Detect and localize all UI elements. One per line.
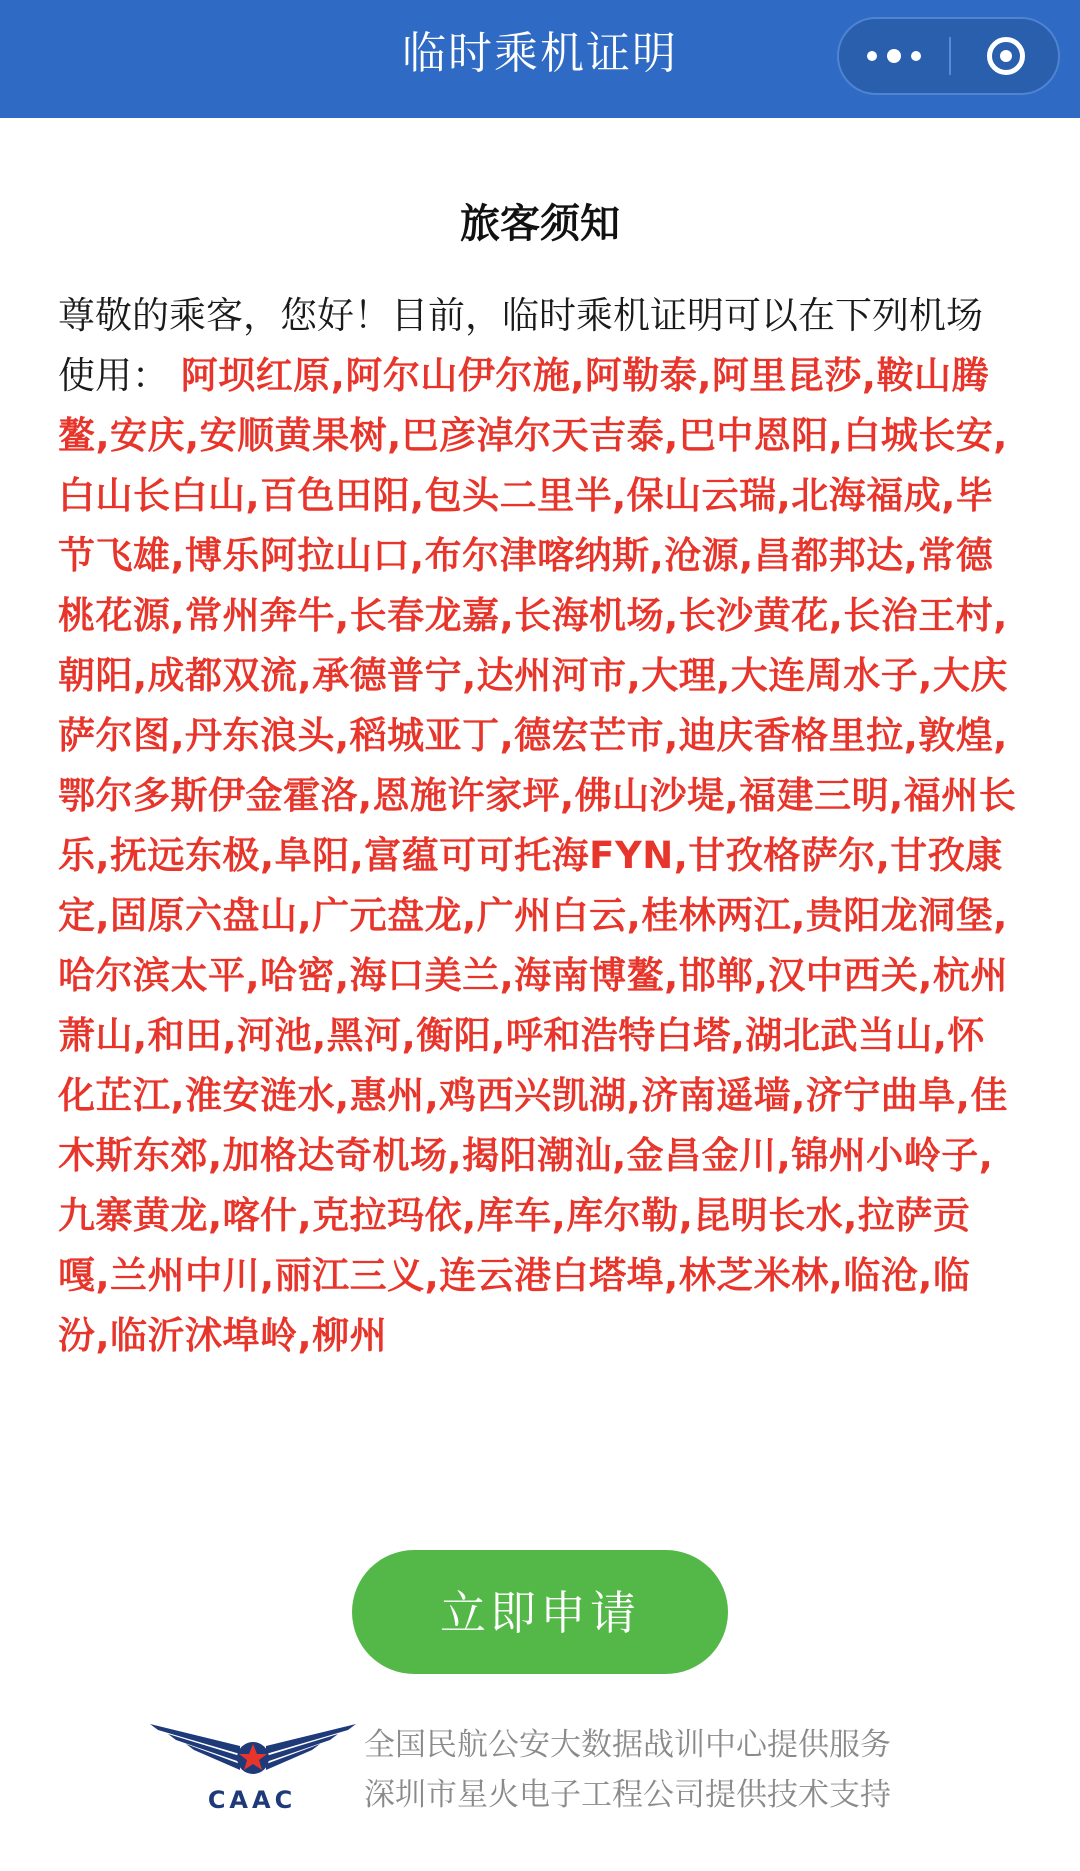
airport-list: 阿坝红原,阿尔山伊尔施,阿勒泰,阿里昆莎,鞍山腾鳌,安庆,安顺黄果树,巴彦淖尔天吉泰,巴中恩阳,白城长安,白山长白山,百色田阳,包头二里半,保山云瑞,北海福成,毕节飞雄,博乐阿拉山口,布尔津喀纳斯,沧源,昌都邦达,常德桃花源,常州奔牛,长春龙嘉,长海机场,长沙黄花,长治王村,朝阳,成都双流,承德普宁,达州河市,大理,大连周水子,大庆萨尔图,丹东浪头,稻城亚丁,德宏芒市,迪庆香格里拉,敦煌,鄂尔多斯伊金霍洛,恩施许家坪,佛山沙堤,福建三明,福州长乐,抚远东极,阜阳,富蕴可可托海FYN,甘孜格萨尔,甘孜康定,固原六盘山,广元盘龙,广州白云,桂林两江,贵阳龙洞堡,哈尔滨太平,哈密,海口美兰,海南博鳌,邯郸,汉中西关,杭州萧山,和田,河池,黑河,衡阳,呼和浩特白塔,湖北武当山,怀化芷江,淮安涟水,惠州,鸡西兴凯湖,济南遥墙,济宁曲阜,佳木斯东郊,加格达奇机场,揭阳潮汕,金昌金川,锦州小岭子,九寨黄龙,喀什,克拉玛依,库车,库尔勒,昆明长水,拉萨贡嘎,兰州中川,丽江三义,连云港白塔埠,林芝米林,临沧,临汾,临沂沭埠岭,柳州 (58, 354, 1017, 1357)
nav-bar (0, 0, 1080, 118)
dot (911, 51, 921, 61)
dot (867, 51, 877, 61)
footer-service-line: 全国民航公安大数据战训中心提供服务 (364, 1727, 891, 1763)
page-title: 临时乘机证明 (402, 28, 678, 79)
footer (148, 1716, 968, 1836)
apply-button[interactable]: 立即申请 (352, 1550, 728, 1674)
caac-logo (148, 1716, 358, 1836)
footer-support-line: 深圳市星火电子工程公司提供技术支持 (364, 1777, 891, 1813)
caac-wings-icon (148, 1716, 358, 1796)
target-close-icon[interactable] (951, 19, 1060, 93)
ring-dot (1000, 50, 1012, 62)
ring (987, 37, 1025, 75)
caac-logo-text: CAAC (207, 1786, 297, 1814)
more-dots-icon[interactable] (839, 19, 949, 93)
footer-credits (364, 1720, 964, 1820)
miniprogram-capsule (837, 17, 1060, 95)
dot (887, 49, 901, 63)
notice-body (58, 286, 1018, 1416)
notice-title: 旅客须知 (460, 201, 620, 247)
notice-intro: 尊敬的乘客，您好！目前，临时乘机证明可以在下列机场使用： (58, 294, 983, 397)
